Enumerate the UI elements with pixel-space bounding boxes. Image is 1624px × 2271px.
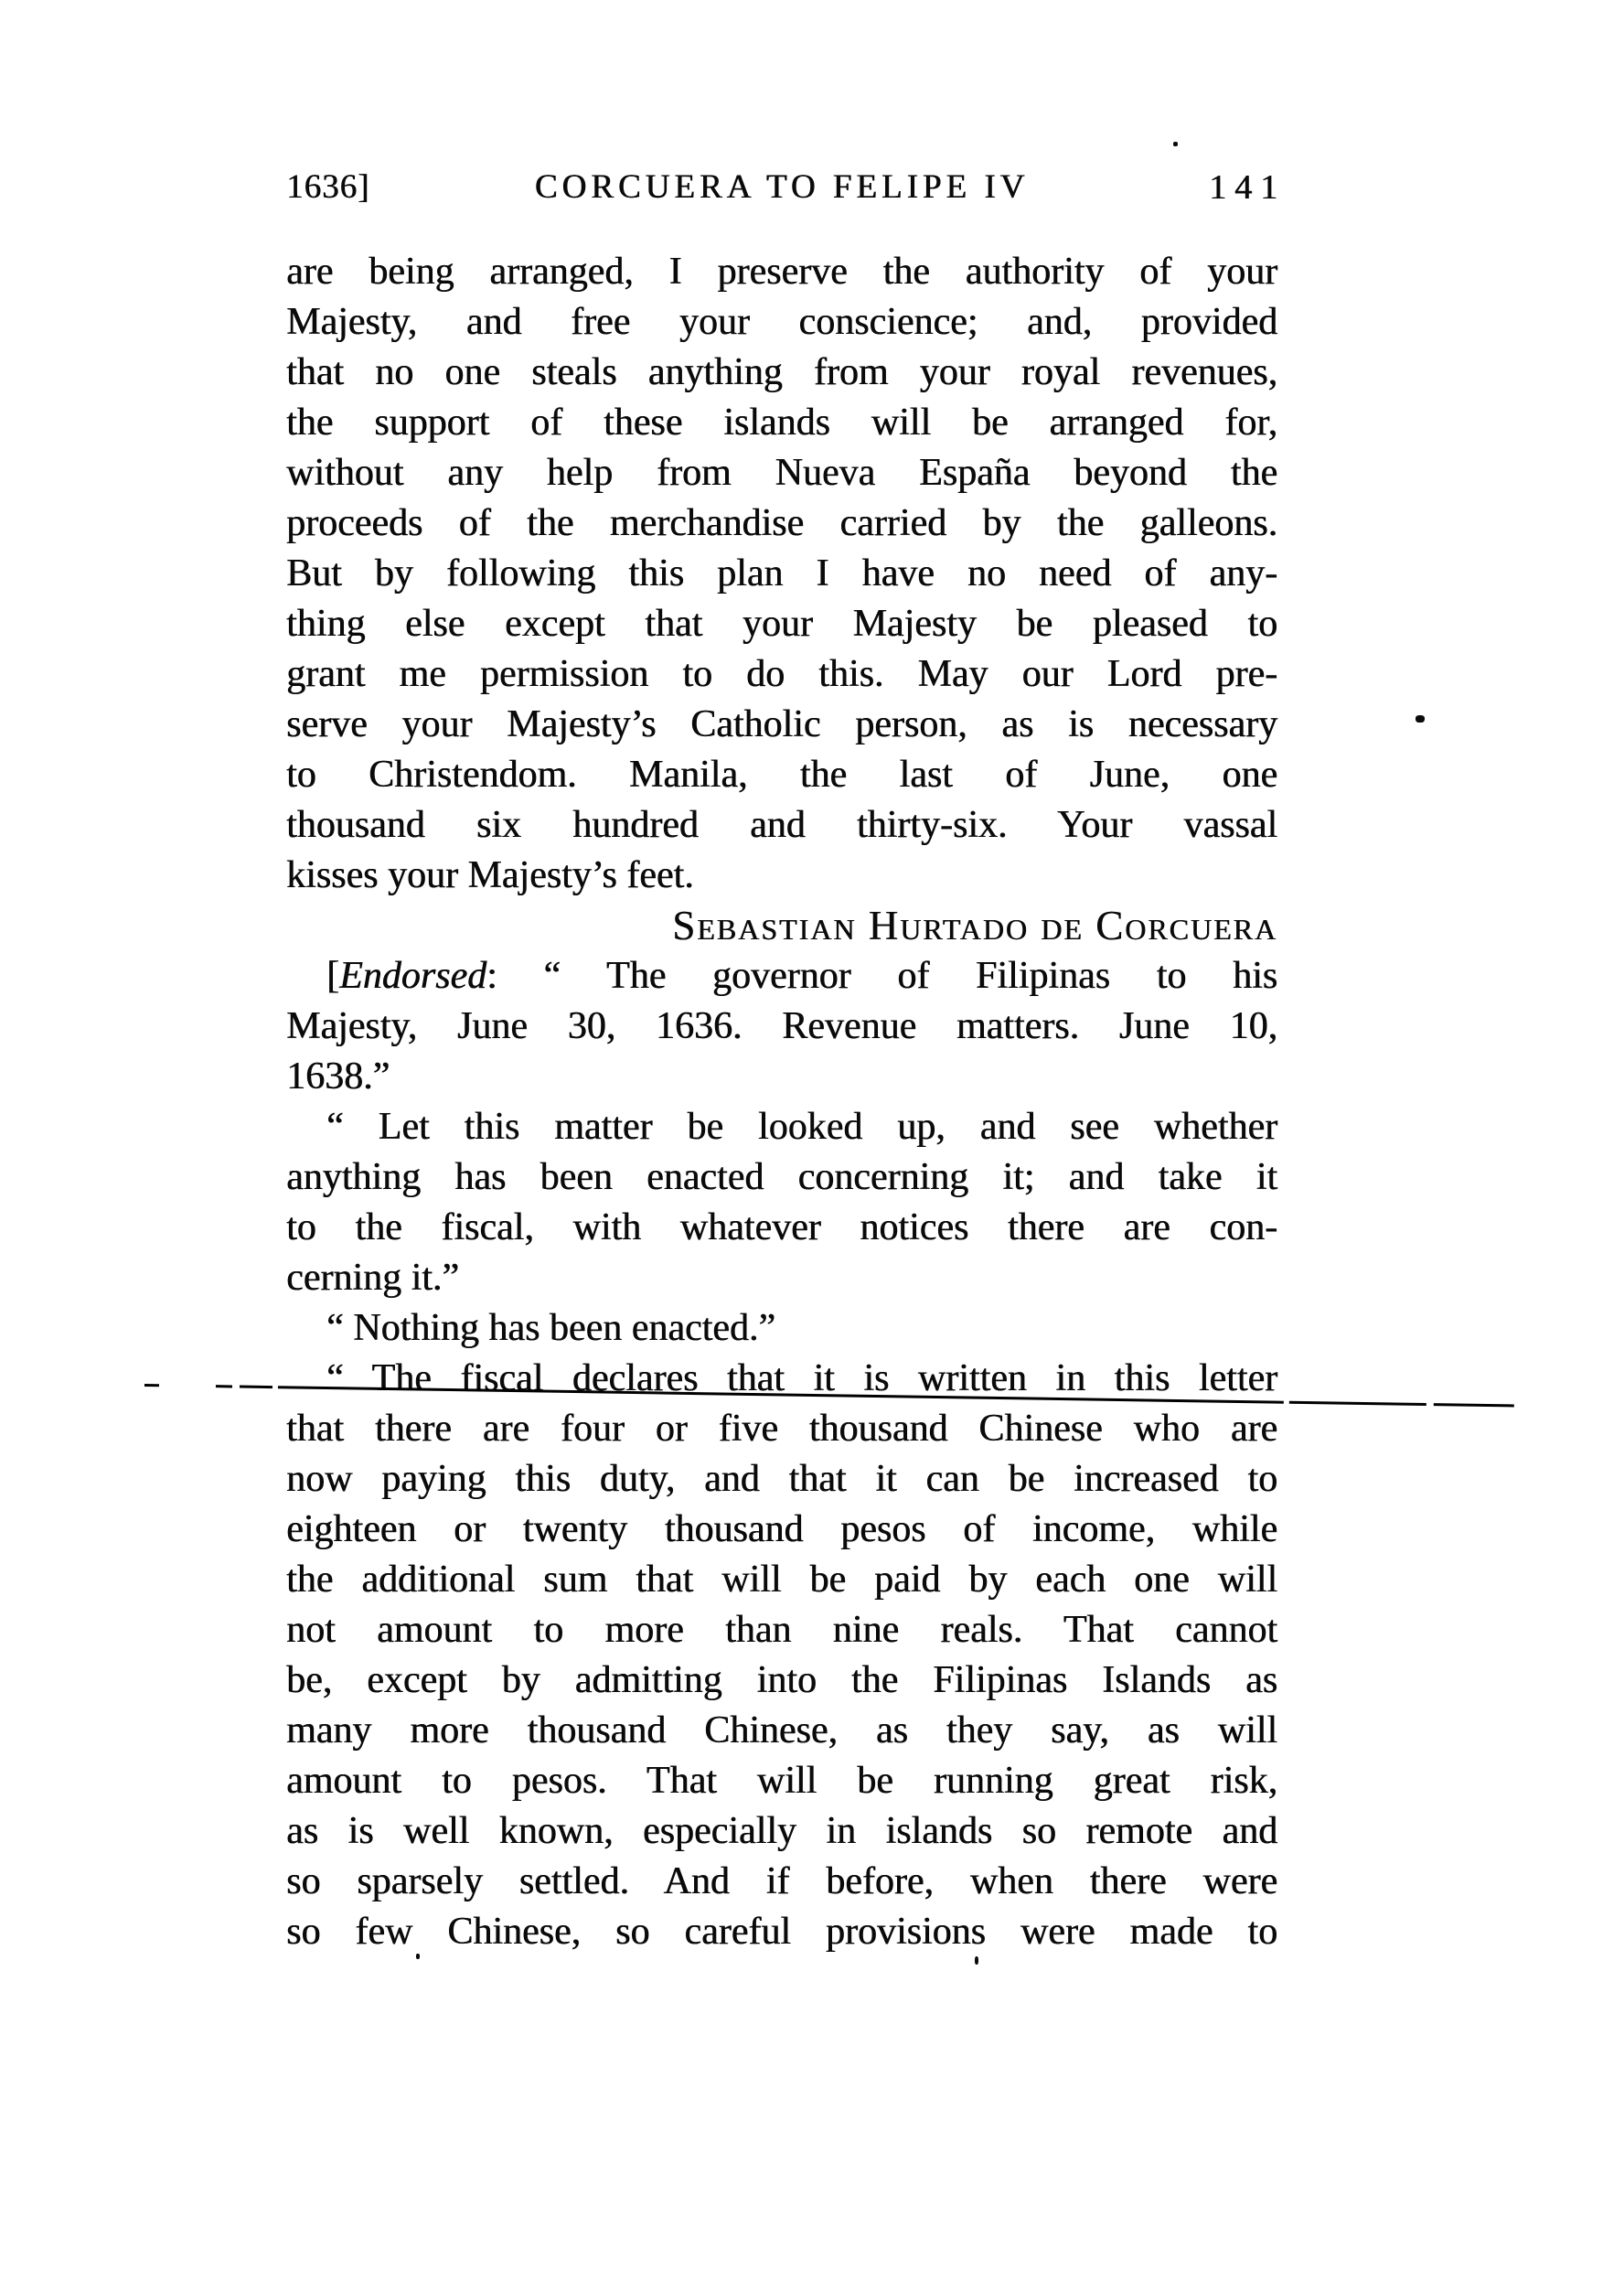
text-line: now paying this duty, and that it can be increased to: [286, 1458, 1277, 1500]
text-line: to the fiscal, with whatever notices there are con-: [286, 1206, 1277, 1248]
text-line: eighteen or twenty thousand pesos of income, while: [286, 1508, 1277, 1550]
text-line: not amount to more than nine reals. That cannot: [286, 1609, 1277, 1651]
text-line: anything has been enacted concerning it; and take it: [286, 1156, 1277, 1198]
text-line: “ The fiscal declares that it is written in this letter: [326, 1357, 1277, 1399]
text-line: “ Let this matter be looked up, and see whether: [326, 1106, 1277, 1148]
header-year-marker: 1636]: [286, 168, 370, 206]
text-line: kisses your Majesty’s feet.: [286, 854, 694, 896]
text-line: But by following this plan I have no need of any-: [286, 552, 1277, 595]
body-text-block: [286, 247, 1277, 1957]
text-line: without any help from Nueva España beyond the: [286, 452, 1277, 494]
text-line: so sparsely settled. And if before, when there were: [286, 1860, 1277, 1902]
header-chapter-title: CORCUERA TO FELIPE IV: [534, 168, 1030, 206]
strike-segment: [216, 1385, 232, 1387]
strike-segment: [144, 1384, 159, 1387]
text-line: thousand six hundred and thirty-six. Your vassal: [286, 804, 1277, 846]
text-line: grant me permission to do this. May our Lord pre-: [286, 653, 1277, 695]
endorsed-italic-word: Endorsed: [339, 955, 486, 997]
ink-speck: [1416, 715, 1425, 723]
strike-segment: [1289, 1401, 1426, 1406]
ink-speck: [1173, 142, 1178, 146]
text-line: Majesty, and free your conscience; and, provided: [286, 301, 1277, 343]
strike-segment: [240, 1386, 272, 1389]
text-line: cerning it.”: [286, 1257, 459, 1299]
text-line: that no one steals anything from your royal revenues,: [286, 351, 1277, 393]
text-line: “ Nothing has been enacted.”: [326, 1307, 775, 1349]
text-line: to Christendom. Manila, the last of June, one: [286, 754, 1277, 796]
text-fragment: : “ The governor of Filipinas to his: [486, 955, 1277, 997]
text-line: are being arranged, I preserve the authority of your: [286, 251, 1277, 293]
text-line: the additional sum that will be paid by each one will: [286, 1559, 1277, 1601]
text-line: so few Chinese, so careful provisions were made to: [286, 1911, 1277, 1953]
ink-speck: [975, 1956, 978, 1965]
header-page-number: 141: [1209, 168, 1286, 207]
ink-speck: [416, 1954, 420, 1959]
text-line: thing else except that your Majesty be pleased to: [286, 603, 1277, 645]
text-line: be, except by admitting into the Filipinas Islands as: [286, 1659, 1277, 1701]
text-line: as is well known, especially in islands so remote and: [286, 1810, 1277, 1852]
strike-segment: [1434, 1403, 1514, 1407]
text-fragment: [: [326, 955, 339, 997]
text-line: 1638.”: [286, 1055, 390, 1098]
text-line: the support of these islands will be arranged for,: [286, 402, 1277, 444]
text-line: many more thousand Chinese, as they say, as will: [286, 1709, 1277, 1751]
text-line: serve your Majesty’s Catholic person, as is necessary: [286, 703, 1277, 745]
text-line: Majesty, June 30, 1636. Revenue matters. June 10,: [286, 1005, 1277, 1047]
text-line: [286, 951, 1277, 1002]
text-line: that there are four or five thousand Chinese who are: [286, 1408, 1277, 1450]
text-line: amount to pesos. That will be running great risk,: [286, 1760, 1277, 1802]
text-line: proceeds of the merchandise carried by the galleons.: [286, 502, 1277, 544]
running-header: [286, 167, 1286, 215]
text-line: Sebastian Hurtado de Corcuera: [672, 903, 1277, 948]
